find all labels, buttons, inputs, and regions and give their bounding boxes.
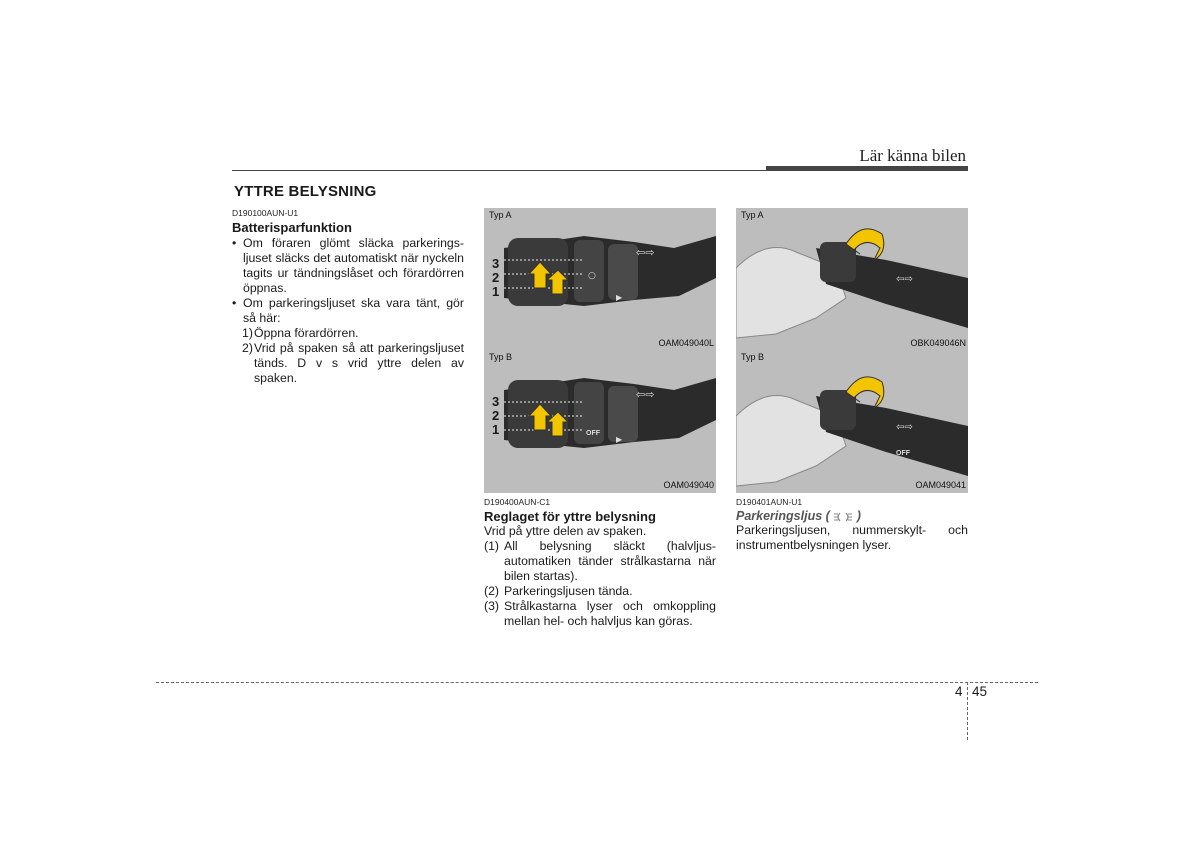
off-label: OFF	[896, 450, 910, 457]
column-parking-lights	[736, 497, 968, 553]
subheading: Batterisparfunktion	[232, 220, 352, 235]
figure-type-label: Typ B	[741, 352, 765, 362]
figure-hand-type-a	[736, 208, 968, 351]
figure-type-label: Typ A	[489, 210, 512, 220]
lever-illustration	[484, 350, 716, 493]
section-code: D190100AUN-U1	[232, 208, 299, 218]
figure-code: OAM049041	[915, 480, 966, 490]
column-battery-saver	[232, 208, 464, 386]
svg-text:○: ○	[588, 271, 596, 281]
switch-position-item	[484, 584, 716, 599]
section-code: D190401AUN-U1	[736, 497, 803, 507]
section-title: YTTRE BELYSNING	[234, 183, 377, 200]
chapter-title: Lär känna bilen	[859, 146, 966, 165]
step-item	[232, 341, 464, 386]
parking-light-icon	[833, 511, 853, 523]
step-item	[232, 326, 464, 341]
position-number-3: 3	[492, 394, 500, 409]
footer-rule	[156, 682, 1038, 683]
figure-lever-type-a	[484, 208, 716, 351]
bullet-item: • Om föraren glömt släcka parkerings-ljuset släcks det automatiskt när nyckeln tagits ur tändningslåset och förardörren öppnas.	[232, 236, 464, 296]
step-number: 2)	[242, 341, 253, 355]
svg-text:▶: ▶	[616, 435, 623, 444]
position-number-1: 1	[492, 422, 500, 437]
position-label: (1)	[484, 539, 500, 553]
step-number: 1)	[242, 326, 253, 340]
column-light-switch	[484, 497, 716, 629]
lever-illustration	[484, 208, 716, 351]
svg-text:⇦⇨: ⇦⇨	[896, 274, 913, 285]
step-text: Vrid på spaken så att parkeringsljuset tänds. D v s vrid yttre delen av spaken.	[254, 341, 464, 385]
svg-text:⇦⇨: ⇦⇨	[636, 388, 655, 401]
figure-code: OAM049040L	[658, 338, 714, 348]
svg-text:▶: ▶	[616, 293, 623, 302]
heading-suffix: )	[856, 509, 861, 523]
subheading: Reglaget för yttre belysning	[484, 509, 656, 524]
figure-code: OAM049040	[663, 480, 714, 490]
page-number: 45	[972, 684, 988, 699]
section-code: D190400AUN-C1	[484, 497, 551, 507]
hand-lever-illustration	[736, 350, 968, 493]
position-text: Parkeringsljusen tända.	[504, 584, 633, 598]
heading-prefix: Parkeringsljus (	[736, 509, 830, 523]
footer-divider	[967, 682, 968, 740]
step-text: Öppna förardörren.	[254, 326, 359, 340]
position-number-2: 2	[492, 408, 500, 423]
figure-type-label: Typ A	[741, 210, 764, 220]
position-number-1: 1	[492, 284, 500, 299]
chapter-number: 4	[955, 684, 963, 699]
position-text: All belysning släckt (halvljus-automatiken tänder strålkastarna när bilen startas).	[504, 539, 716, 583]
position-label: (3)	[484, 599, 500, 613]
figure-type-label: Typ B	[489, 352, 513, 362]
figure-code: OBK049046N	[910, 338, 966, 348]
figure-lever-type-b	[484, 350, 716, 493]
bullet-item: • Om parkeringsljuset ska vara tänt, gör så här:	[232, 296, 464, 326]
subheading	[736, 509, 968, 523]
intro-text: Vrid på yttre delen av spaken.	[484, 524, 647, 538]
svg-text:⇦⇨: ⇦⇨	[636, 246, 655, 259]
svg-text:⇦⇨: ⇦⇨	[896, 422, 913, 433]
switch-position-item	[484, 539, 716, 584]
position-text: Strålkastarna lyser och omkoppling mellan hel- och halvljus kan göras.	[504, 599, 716, 628]
position-number-3: 3	[492, 256, 500, 271]
position-label: (2)	[484, 584, 500, 598]
header-rule	[232, 170, 766, 171]
off-label: OFF	[586, 430, 600, 437]
switch-position-item	[484, 599, 716, 629]
header-rule-accent	[766, 166, 968, 171]
hand-lever-illustration	[736, 208, 968, 351]
position-number-2: 2	[492, 270, 500, 285]
parking-lights-text: Parkeringsljusen, nummerskylt- och instrumentbelysningen lyser.	[736, 523, 968, 552]
figure-hand-type-b	[736, 350, 968, 493]
